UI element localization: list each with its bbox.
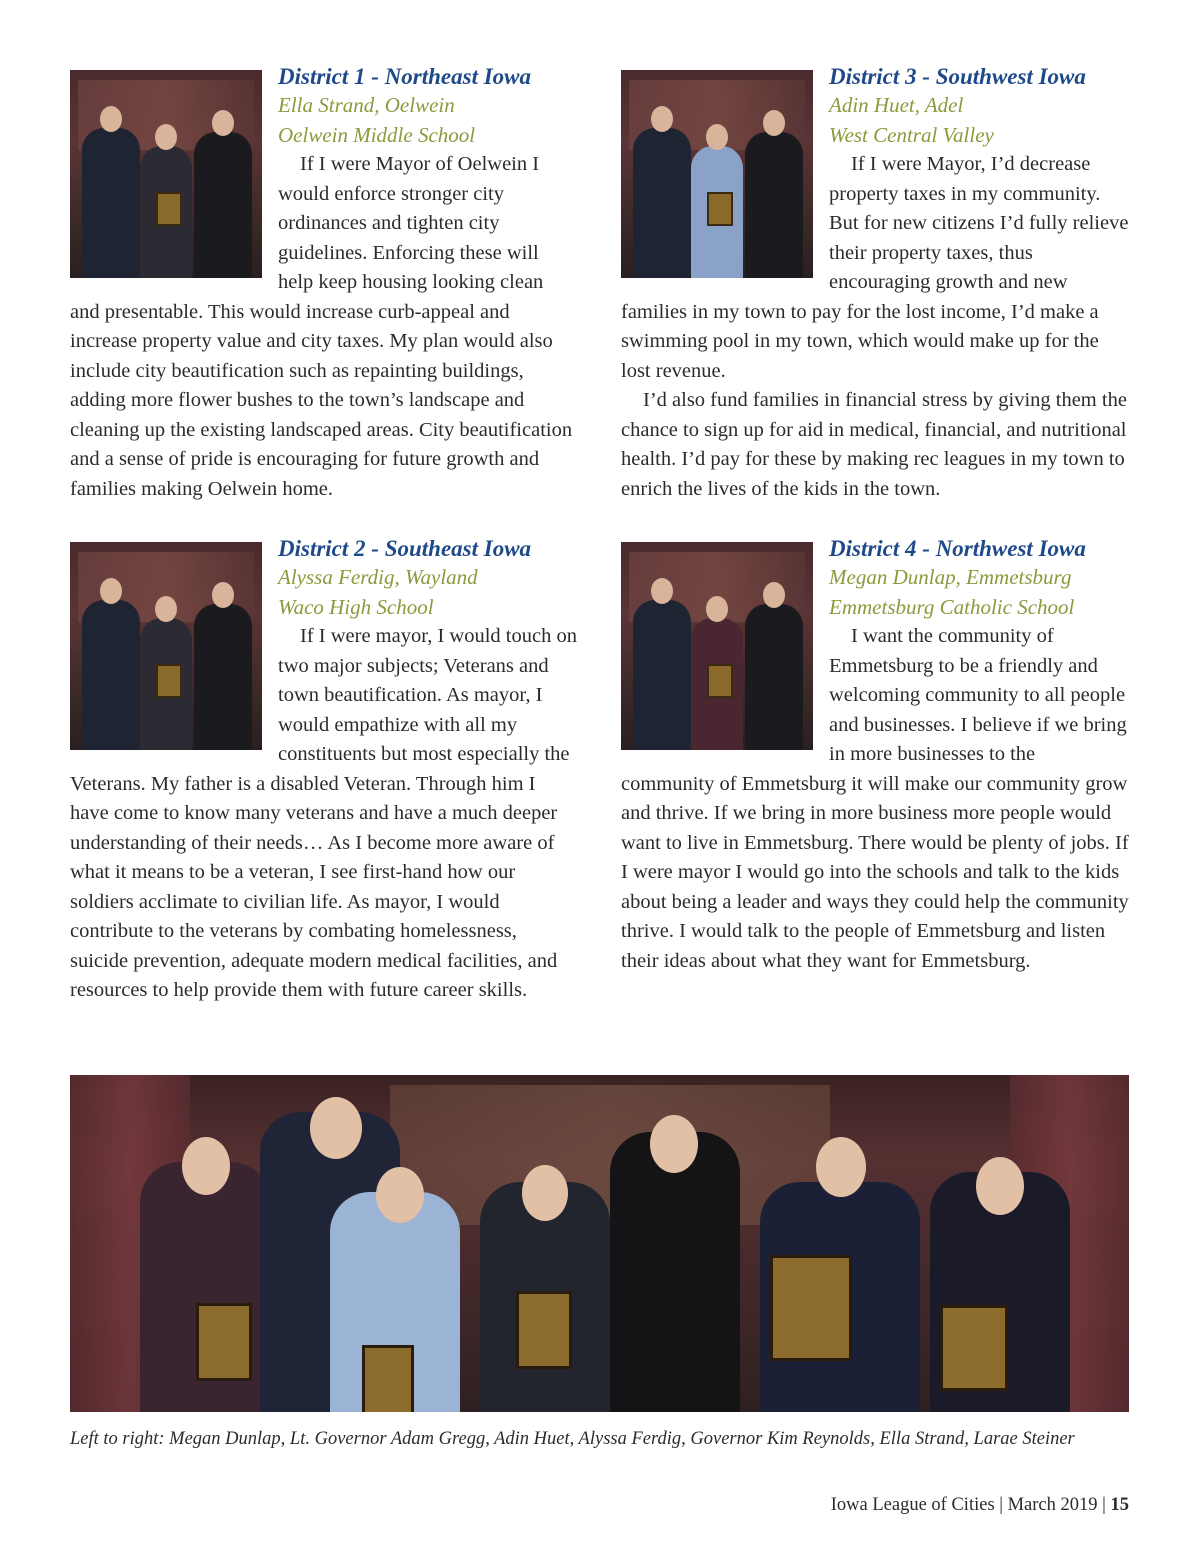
left-column xyxy=(70,62,578,1006)
footer-separator: | xyxy=(999,1495,1003,1515)
article-body-continued: I’d also fund families in financial stress by giving them the chance to sign up for aid in medical, financial, and nutritional health. I’d pay for these by making rec leagues in my town to enrich the lives of the kids in the town. xyxy=(621,389,1127,500)
group-award-photo xyxy=(70,1075,1129,1412)
district-4-award-photo xyxy=(621,542,813,750)
issue-date: March 2019 xyxy=(1007,1495,1098,1515)
photo-caption: Left to right: Megan Dunlap, Lt. Governor Adam Gregg, Adin Huet, Alyssa Ferdig, Governor Kim Reynolds, Ella Strand, Larae Steiner xyxy=(70,1429,1075,1449)
article-district-2 xyxy=(70,534,578,1006)
article-body: I want the community of Emmetsburg to be a friendly and welcoming community to all people and businesses. I believe if we bring in more businesses to the community of Emmetsburg it will make our community grow and thrive. If we bring in more business more people would want to live in Emmetsburg. There would be plenty of jobs. If I were mayor I would go into the schools and talk to the kids about being a leader and ways they could help the community thrive. I would talk to the people of Emmetsburg and listen their ideas about what they want for Emmetsburg. xyxy=(621,625,1129,972)
article-district-1 xyxy=(70,62,578,504)
article-body: If I were Mayor, I’d decrease property taxes in my community. But for new citizens I’d fully relieve their property taxes, thus encouraging growth and new families in my town to pay for the lost income, I’d make a swimming pool in my town, which would make up for the lost revenue. xyxy=(621,153,1129,382)
district-2-award-photo xyxy=(70,542,262,750)
publication-name: Iowa League of Cities xyxy=(830,1495,995,1515)
district-title: District 3 - Southwest Iowa xyxy=(829,64,1086,89)
district-3-award-photo xyxy=(621,70,813,278)
right-column xyxy=(621,62,1129,976)
district-title: District 1 - Northeast Iowa xyxy=(278,64,532,89)
school-name: Waco High School xyxy=(278,594,434,619)
district-1-award-photo xyxy=(70,70,262,278)
page-footer xyxy=(831,1495,1129,1516)
district-title: District 2 - Southeast Iowa xyxy=(278,536,532,561)
school-name: West Central Valley xyxy=(829,122,994,147)
student-name: Ella Strand, Oelwein xyxy=(278,93,455,117)
student-name: Adin Huet, Adel xyxy=(829,93,964,117)
footer-separator: | xyxy=(1102,1495,1106,1515)
article-body: If I were mayor, I would touch on two major subjects; Veterans and town beautification. As mayor, I would empathize with all my constituents but most especially the Veterans. My father is a disabled Veteran. Through him I have come to know many veterans and have a much deeper understanding of their needs… As I become more aware of what it means to be a veteran, I see first-hand how our soldiers acclimate to civilian life. As mayor, I would contribute to the veterans by combating homelessness, suicide prevention, adequate modern medical facilities, and resources to help provide them with future career skills. xyxy=(70,625,577,1001)
student-name: Alyssa Ferdig, Wayland xyxy=(278,565,478,589)
student-name: Megan Dunlap, Emmetsburg xyxy=(829,565,1072,589)
district-title: District 4 - Northwest Iowa xyxy=(829,536,1086,561)
article-district-3 xyxy=(621,62,1129,504)
article-body: If I were Mayor of Oelwein I would enforce stronger city ordinances and tighten city guidelines. Enforcing these will help keep housing looking clean and presentable. This would increase curb-appeal and increase property value and city taxes. My plan would also include city beautification such as repainting buildings, adding more flower bushes to the town’s landscape and cleaning up the existing landscaped areas. City beautification and a sense of pride is encouraging for future growth and families making Oelwein home. xyxy=(70,153,573,500)
article-district-4 xyxy=(621,534,1129,976)
school-name: Oelwein Middle School xyxy=(278,122,476,147)
school-name: Emmetsburg Catholic School xyxy=(829,594,1075,619)
page-number: 15 xyxy=(1110,1495,1129,1515)
